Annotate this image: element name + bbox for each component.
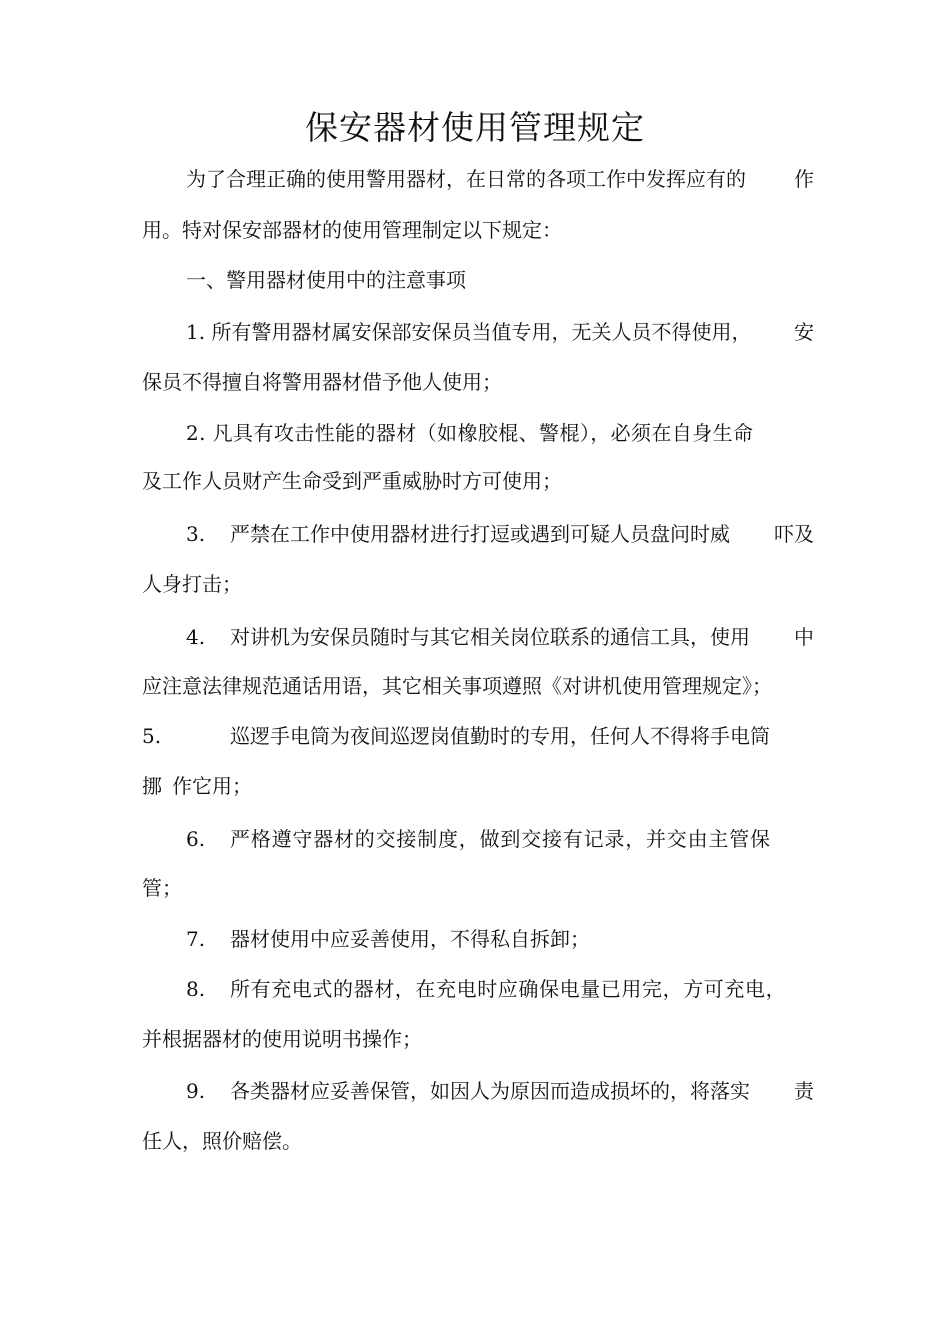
- text-segment: 1. 所有警用器材属安保部安保员当值专用，无关人员不得使用，: [186, 320, 752, 344]
- text-segment: 对讲机为安保员随时与其它相关岗位联系的通信工具，使用: [230, 625, 750, 649]
- item-number: 6.: [186, 827, 206, 851]
- item-number: 9.: [186, 1079, 206, 1103]
- list-item-line: 并根据器材的使用说明书操作；: [142, 1027, 422, 1051]
- item-number: 8.: [186, 977, 206, 1001]
- text-segment: 责: [794, 1079, 814, 1103]
- list-item-line: 应注意法律规范通话用语，其它相关事项遵照《对讲机使用管理规定》；: [142, 674, 772, 698]
- item-number: 4.: [186, 625, 206, 649]
- text-segment: 作: [794, 167, 814, 191]
- list-item-line: [142, 1076, 814, 1106]
- list-item-line: 任人，照价赔偿。: [142, 1129, 302, 1153]
- item-number: 7.: [186, 927, 206, 951]
- list-item-line: [142, 824, 814, 854]
- list-item-line: [142, 721, 814, 751]
- document-title: 保安器材使用管理规定: [305, 108, 645, 147]
- text-segment: 严格遵守器材的交接制度，做到交接有记录，并交由主管保: [230, 827, 771, 851]
- list-item-line: [142, 317, 814, 347]
- text-segment: 器材使用中应妥善使用，不得私自拆卸；: [230, 927, 590, 951]
- list-item-line: [142, 622, 814, 652]
- text-segment: 作它用；: [172, 774, 252, 798]
- text-segment: 各类器材应妥善保管，如因人为原因而造成损坏的，将落实: [230, 1079, 750, 1103]
- list-item-line: 保员不得擅自将警用器材借予他人使用；: [142, 370, 502, 394]
- text-segment: 中: [794, 625, 814, 649]
- text-segment: 吓及: [774, 522, 814, 546]
- text-segment: 严禁在工作中使用器材进行打逗或遇到可疑人员盘问时威: [230, 522, 730, 546]
- list-item-line: [142, 771, 814, 801]
- paragraph-line: 用。特对保安部器材的使用管理制定以下规定：: [142, 218, 562, 242]
- text-segment: 为了合理正确的使用警用器材，在日常的各项工作中发挥应有的: [186, 167, 746, 191]
- list-item-line: 管；: [142, 876, 182, 900]
- text-segment: 挪: [142, 774, 162, 798]
- text-segment: 巡逻手电筒为夜间巡逻岗值勤时的专用，任何人不得将手电筒: [230, 724, 770, 748]
- paragraph-line: [142, 164, 814, 194]
- text-segment: 安: [794, 320, 814, 344]
- list-item-line: 人身打击；: [142, 572, 242, 596]
- list-item-line: 及工作人员财产生命受到严重威胁时方可使用；: [142, 469, 562, 493]
- text-segment: 所有充电式的器材，在充电时应确保电量已用完，方可充电，: [230, 977, 787, 1001]
- item-number: 3.: [186, 522, 206, 546]
- list-item-line: [142, 519, 814, 549]
- list-item-line: 2. 凡具有攻击性能的器材（如橡胶棍、警棍），必须在自身生命: [186, 421, 754, 445]
- section-heading: 一、警用器材使用中的注意事项: [186, 268, 466, 292]
- item-number: 5.: [142, 724, 162, 748]
